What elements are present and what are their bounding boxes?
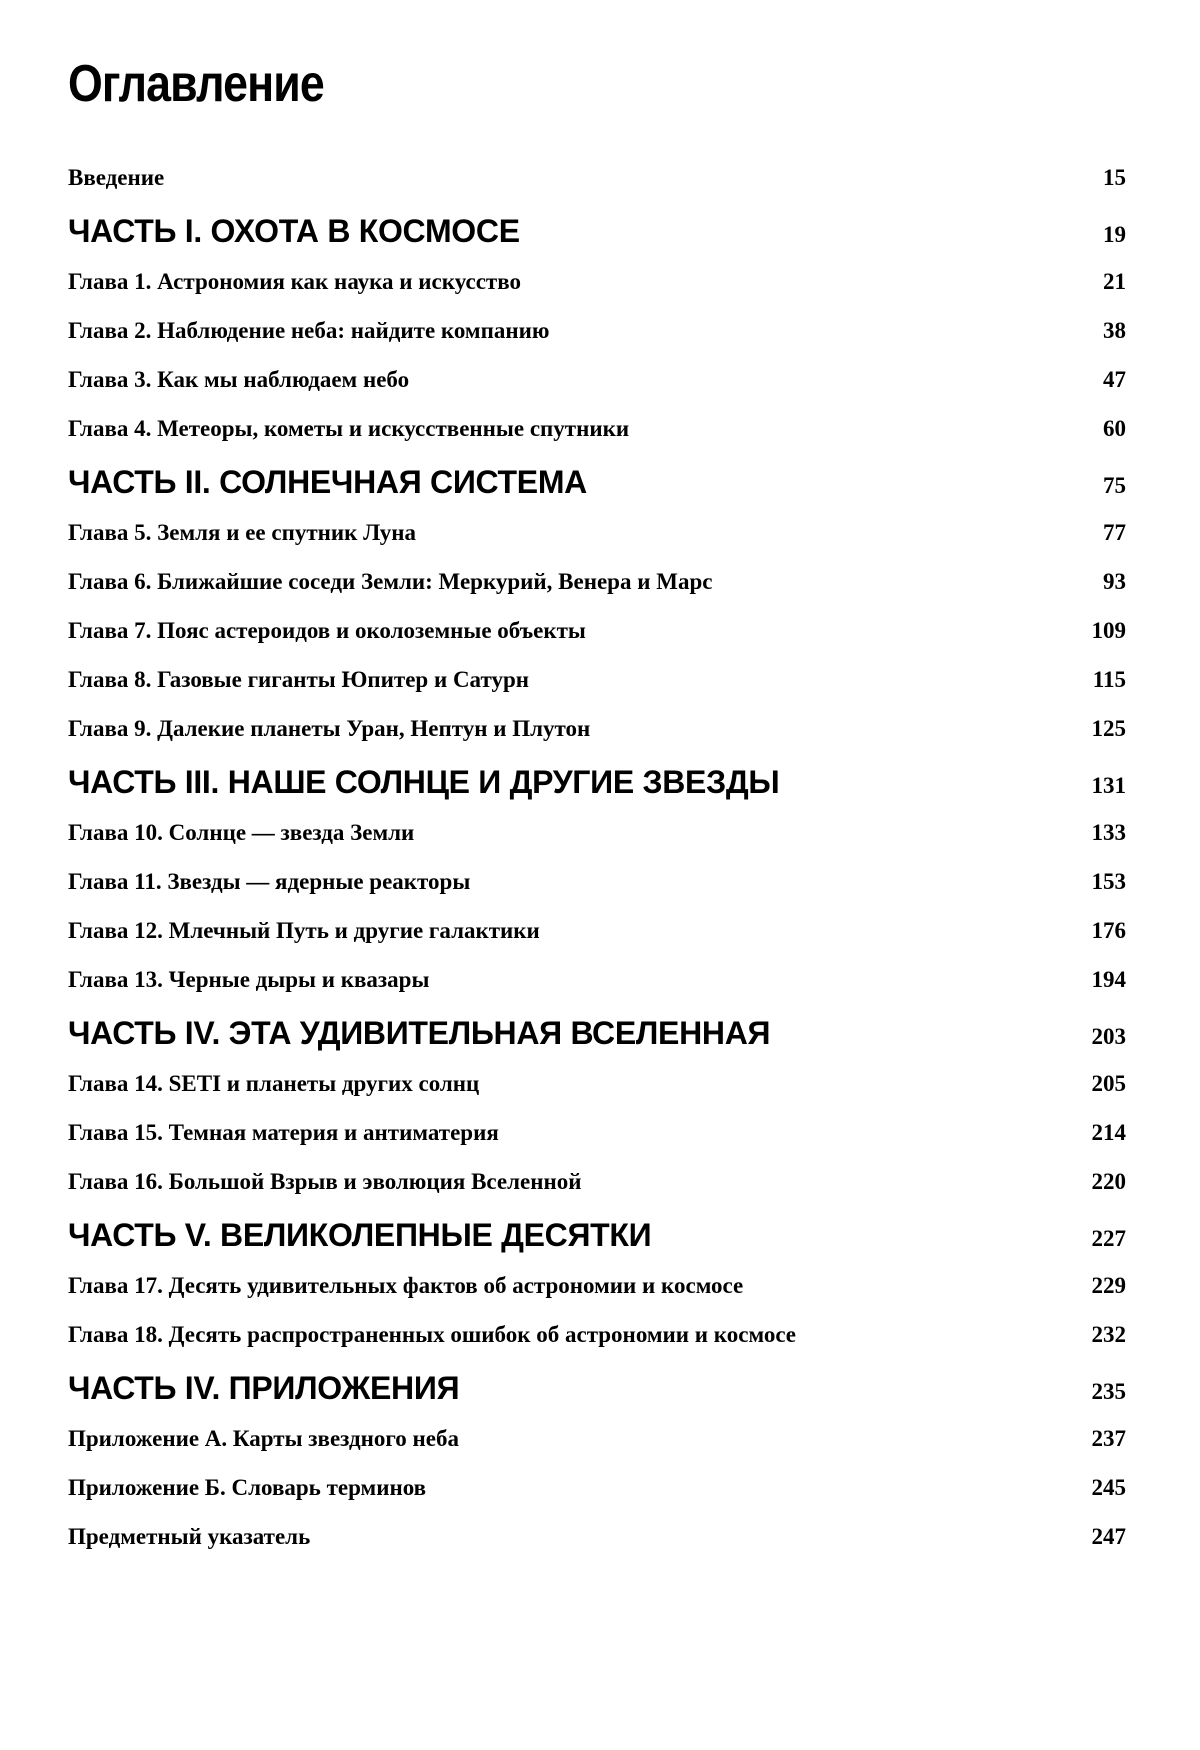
entry-title: Глава 14. SETI и планеты других солнц	[68, 1071, 480, 1096]
toc-entry	[68, 716, 1126, 742]
page-number: 77	[1103, 520, 1126, 545]
part-title: ЧАСТЬ IV. ЭТА УДИВИТЕЛЬНАЯ ВСЕЛЕННАЯ	[68, 1015, 771, 1051]
toc-entry	[68, 967, 1126, 993]
page-number: 235	[1091, 1379, 1126, 1404]
page-number: 205	[1091, 1071, 1126, 1096]
entry-title: Глава 18. Десять распространенных ошибок об астрономии и космосе	[68, 1322, 797, 1347]
page-number: 19	[1103, 222, 1126, 247]
entry-title: Глава 12. Млечный Путь и другие галактики	[68, 918, 540, 943]
page-number: 245	[1091, 1475, 1126, 1500]
toc-entry	[68, 667, 1126, 693]
page-number: 131	[1091, 773, 1126, 798]
toc-entry	[68, 1426, 1126, 1452]
toc-entry	[68, 1120, 1126, 1146]
toc-entry	[68, 569, 1126, 595]
entry-title: Глава 9. Далекие планеты Уран, Нептун и Плутон	[68, 716, 591, 741]
toc-entry	[68, 367, 1126, 393]
entry-title: Глава 13. Черные дыры и квазары	[68, 967, 430, 992]
toc-entry	[68, 1169, 1126, 1195]
entry-title: Предметный указатель	[68, 1524, 311, 1549]
page-number: 109	[1091, 618, 1126, 643]
entry-title: Введение	[68, 165, 165, 190]
toc-entry	[68, 1273, 1126, 1299]
entry-title: Глава 4. Метеоры, кометы и искусственные спутники	[68, 416, 630, 441]
entry-title: Глава 16. Большой Взрыв и эволюция Вселенной	[68, 1169, 582, 1194]
entry-title: Глава 10. Солнце — звезда Земли	[68, 820, 415, 845]
entry-title: Глава 8. Газовые гиганты Юпитер и Сатурн	[68, 667, 529, 692]
page-number: 214	[1091, 1120, 1126, 1145]
toc-entry	[68, 520, 1126, 546]
part-title: ЧАСТЬ I. ОХОТА В КОСМОСЕ	[68, 213, 520, 249]
part-title: ЧАСТЬ IV. ПРИЛОЖЕНИЯ	[68, 1370, 460, 1406]
toc-entry	[68, 869, 1126, 895]
entry-title: Глава 1. Астрономия как наука и искусство	[68, 269, 521, 294]
page-number: 75	[1103, 473, 1126, 498]
entry-title: Приложение А. Карты звездного неба	[68, 1426, 459, 1451]
page-number: 21	[1103, 269, 1126, 294]
entry-title: Глава 3. Как мы наблюдаем небо	[68, 367, 410, 392]
entry-title: Глава 7. Пояс астероидов и околоземные объекты	[68, 618, 586, 643]
entry-title: Глава 11. Звезды — ядерные реакторы	[68, 869, 471, 894]
page-number: 115	[1092, 667, 1126, 692]
page-number: 38	[1103, 318, 1126, 343]
page-number: 220	[1091, 1169, 1126, 1194]
page-number: 125	[1091, 716, 1126, 741]
toc-entry	[68, 416, 1126, 442]
page-number: 60	[1103, 416, 1126, 441]
part-title: ЧАСТЬ II. СОЛНЕЧНАЯ СИСТЕМА	[68, 464, 587, 500]
entry-title: Глава 2. Наблюдение неба: найдите компанию	[68, 318, 550, 343]
entry-title: Глава 15. Темная материя и антиматерия	[68, 1120, 499, 1145]
page-number: 176	[1091, 918, 1126, 943]
toc-part-heading	[68, 464, 1126, 501]
page-number: 203	[1091, 1024, 1126, 1049]
page-number: 133	[1091, 820, 1126, 845]
page-number: 232	[1091, 1322, 1126, 1347]
page-number: 153	[1091, 869, 1126, 894]
toc-part-heading	[68, 764, 1126, 801]
page-number: 15	[1103, 165, 1126, 190]
entry-title: Приложение Б. Словарь терминов	[68, 1475, 427, 1500]
page-number: 227	[1091, 1226, 1126, 1251]
entry-title: Глава 17. Десять удивительных фактов об астрономии и космосе	[68, 1273, 744, 1298]
toc-part-heading	[68, 1217, 1126, 1254]
page-number: 194	[1091, 967, 1126, 992]
toc-entry	[68, 269, 1126, 295]
entry-title: Глава 5. Земля и ее спутник Луна	[68, 520, 416, 545]
page-number: 93	[1103, 569, 1126, 594]
page-number: 229	[1091, 1273, 1126, 1298]
toc-part-heading	[68, 1370, 1126, 1407]
page-number: 47	[1103, 367, 1126, 392]
toc-entry	[68, 1071, 1126, 1097]
toc-entry	[68, 820, 1126, 846]
page-title: Оглавление	[68, 55, 324, 113]
entry-title: Глава 6. Ближайшие соседи Земли: Меркурий, Венера и Марс	[68, 569, 713, 594]
part-title: ЧАСТЬ III. НАШЕ СОЛНЦЕ И ДРУГИЕ ЗВЕЗДЫ	[68, 764, 780, 800]
toc-entry	[68, 165, 1126, 191]
toc-entry	[68, 318, 1126, 344]
page-number: 247	[1091, 1524, 1126, 1549]
toc-entry	[68, 1322, 1126, 1348]
toc-entry	[68, 918, 1126, 944]
toc-entry	[68, 1524, 1126, 1550]
page-number: 237	[1091, 1426, 1126, 1451]
toc-entry	[68, 1475, 1126, 1501]
toc-part-heading	[68, 213, 1126, 250]
part-title: ЧАСТЬ V. ВЕЛИКОЛЕПНЫЕ ДЕСЯТКИ	[68, 1217, 652, 1253]
toc-part-heading	[68, 1015, 1126, 1052]
toc-entry	[68, 618, 1126, 644]
